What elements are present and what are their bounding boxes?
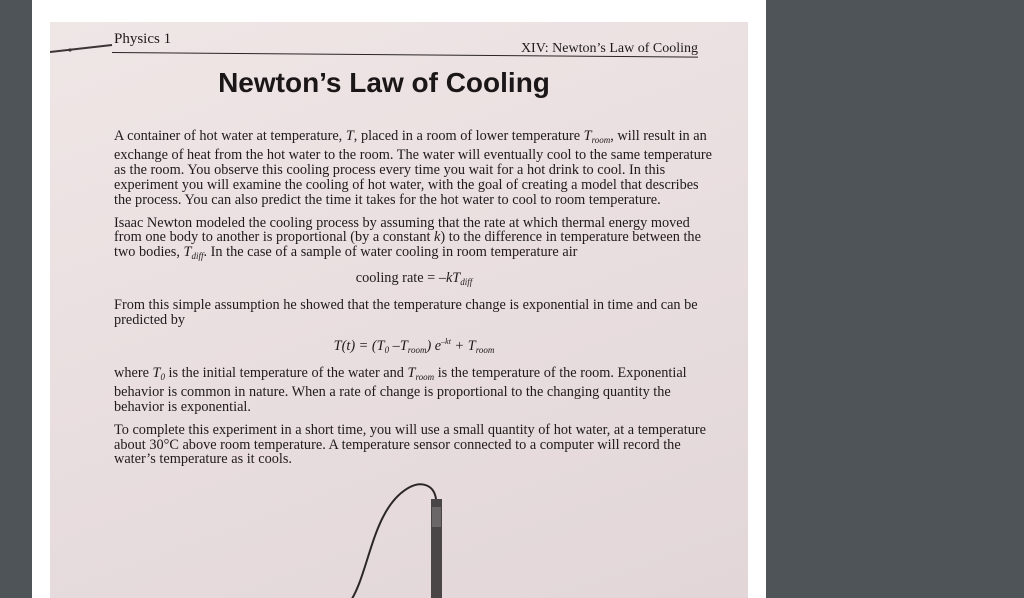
superscript: –kt: [441, 336, 451, 346]
text: is the initial temperature of the water and: [164, 364, 408, 381]
subscript: room: [475, 344, 495, 355]
subscript: room: [407, 344, 427, 355]
var-T-diff: T: [183, 244, 192, 261]
left-background: [0, 0, 32, 598]
equation-lhs: cooling rate =: [355, 270, 439, 287]
var-T: T: [345, 128, 354, 144]
equation-part: + T: [450, 337, 476, 354]
equation-temperature: [114, 335, 714, 358]
subscript: room: [591, 135, 611, 145]
var-T-room: T: [407, 364, 416, 381]
subscript: room: [415, 371, 435, 382]
chapter-header: XIV: Newton’s Law of Cooling: [520, 41, 698, 56]
equation-part: T(t) = (T: [333, 337, 385, 354]
paragraph-exponential: [114, 366, 714, 415]
temperature-sensor-illustration: [350, 477, 550, 598]
text: , will result in an exchange of heat from the hot water to the room. The water will eventually cool to the same temperature as the room. You observe this cooling process every time you wait for a hot drink to cool. In this experiment you will examine the cooling of hot water, with the goal of creating a model that describes the process. You can also predict the time it takes for the hot water to cool to room temperature.: [114, 128, 712, 208]
pen-icon: [50, 41, 116, 55]
var-T-room: T: [583, 128, 592, 144]
equation-part: ) e: [426, 337, 442, 354]
var-k: k: [434, 229, 441, 246]
equation-cooling-rate: [114, 271, 714, 290]
subscript: diff: [191, 251, 204, 262]
subscript: 0: [160, 371, 165, 382]
document-photo: [50, 22, 748, 598]
right-background: [766, 0, 1024, 598]
subscript: 0: [384, 344, 390, 355]
course-header: Physics 1: [114, 31, 172, 47]
text: A container of hot water at temperature,: [114, 128, 346, 144]
equation-rhs: –kT: [438, 270, 461, 287]
paragraph-experiment: To complete this experiment in a short time, you will use a small quantity of hot water, at a temperature about 30°C above room temperature. A temperature sensor connected to a computer will record the water’s temperature as it cools.: [114, 421, 706, 468]
text: is the temperature of the room. Exponential behavior is common in nature. When a rate of change is proportional to the changing quantity the behavior is exponential.: [114, 364, 687, 415]
text: . In the case of a sample of water cooling in room temperature air: [203, 244, 578, 261]
subscript: diff: [460, 277, 473, 288]
paragraph-assumption: From this simple assumption he showed that the temperature change is exponential in time and can be predicted by: [114, 297, 698, 329]
equation-part: –T: [389, 337, 408, 354]
var-T0: T: [152, 364, 161, 381]
text: where: [114, 364, 153, 381]
text: Isaac Newton modeled the cooling process by assuming that the rate at which thermal energy moved from one body to another is proportional (by a constant: [114, 214, 690, 246]
text: , placed in a room of lower temperature: [353, 128, 584, 144]
body-text: [114, 129, 714, 475]
text: ) to the difference in temperature between the two bodies,: [114, 229, 701, 261]
paragraph-intro: [114, 129, 714, 208]
paragraph-newton-model: [114, 216, 714, 265]
page-title: Newton’s Law of Cooling: [218, 67, 550, 98]
